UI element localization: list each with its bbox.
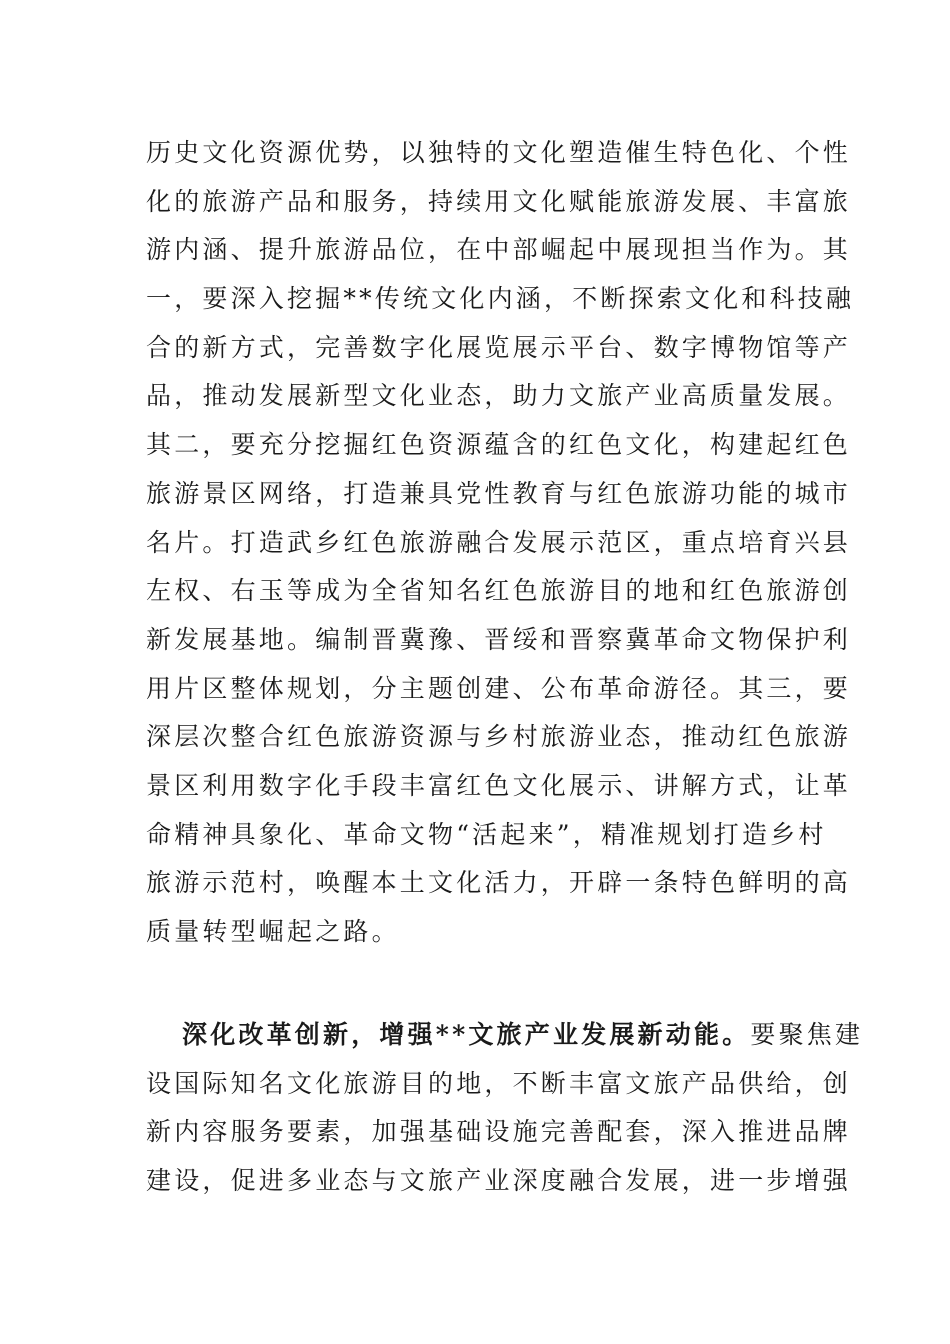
heading-continuation: 要聚焦建	[750, 1020, 864, 1049]
paragraph-line: 质量转型崛起之路。	[146, 917, 400, 946]
paragraph-line: 设国际知名文化旅游目的地，不断丰富文旅产品供给，创	[146, 1068, 852, 1098]
paragraph-line: 化的旅游产品和服务，持续用文化赋能旅游发展、丰富旅	[146, 186, 852, 216]
section-heading: 深化改革创新，增强**文旅产业发展新动能。	[182, 1020, 751, 1049]
paragraph-line: 游内涵、提升旅游品位，在中部崛起中展现担当作为。其	[146, 235, 852, 265]
paragraph-line: 旅游景区网络，打造兼具党性教育与红色旅游功能的城市	[146, 478, 852, 508]
paragraph-line: 建设，促进多业态与文旅产业深度融合发展，进一步增强	[146, 1166, 852, 1196]
paragraph-line: 深层次整合红色旅游资源与乡村旅游业态，推动红色旅游	[146, 722, 852, 752]
paragraph-line: 新内容服务要素，加强基础设施完善配套，深入推进品牌	[146, 1117, 852, 1147]
paragraph-2	[146, 1011, 864, 1206]
paragraph-line: 品，推动发展新型文化业态，助力文旅产业高质量发展。	[146, 381, 852, 411]
paragraph-line: 其二，要充分挖掘红色资源蕴含的红色文化，构建起红色	[146, 430, 852, 460]
paragraph-line: 用片区整体规划，分主题创建、公布革命游径。其三，要	[146, 673, 852, 703]
paragraph-line: 新发展基地。编制晋冀豫、晋绥和晋察冀革命文物保护利	[146, 624, 852, 654]
paragraph-line: 旅游示范村，唤醒本土文化活力，开辟一条特色鲜明的高	[146, 868, 852, 898]
paragraph-line: 景区利用数字化手段丰富红色文化展示、讲解方式，让革	[146, 770, 852, 800]
paragraph-line: 一，要深入挖掘**传统文化内涵，不断探索文化和科技融	[146, 284, 855, 314]
paragraph-line: 名片。打造武乡红色旅游融合发展示范区，重点培育兴县	[146, 527, 852, 557]
paragraph-line: 合的新方式，完善数字化展览展示平台、数字博物馆等产	[146, 332, 852, 362]
paragraph-1	[146, 129, 855, 957]
paragraph-line: 历史文化资源优势，以独特的文化塑造催生特色化、个性	[146, 138, 852, 167]
paragraph-line: 命精神具象化、革命文物“活起来”，精准规划打造乡村	[146, 819, 827, 849]
paragraph-first-line	[146, 1011, 864, 1060]
paragraph-line: 左权、右玉等成为全省知名红色旅游目的地和红色旅游创	[146, 576, 852, 606]
